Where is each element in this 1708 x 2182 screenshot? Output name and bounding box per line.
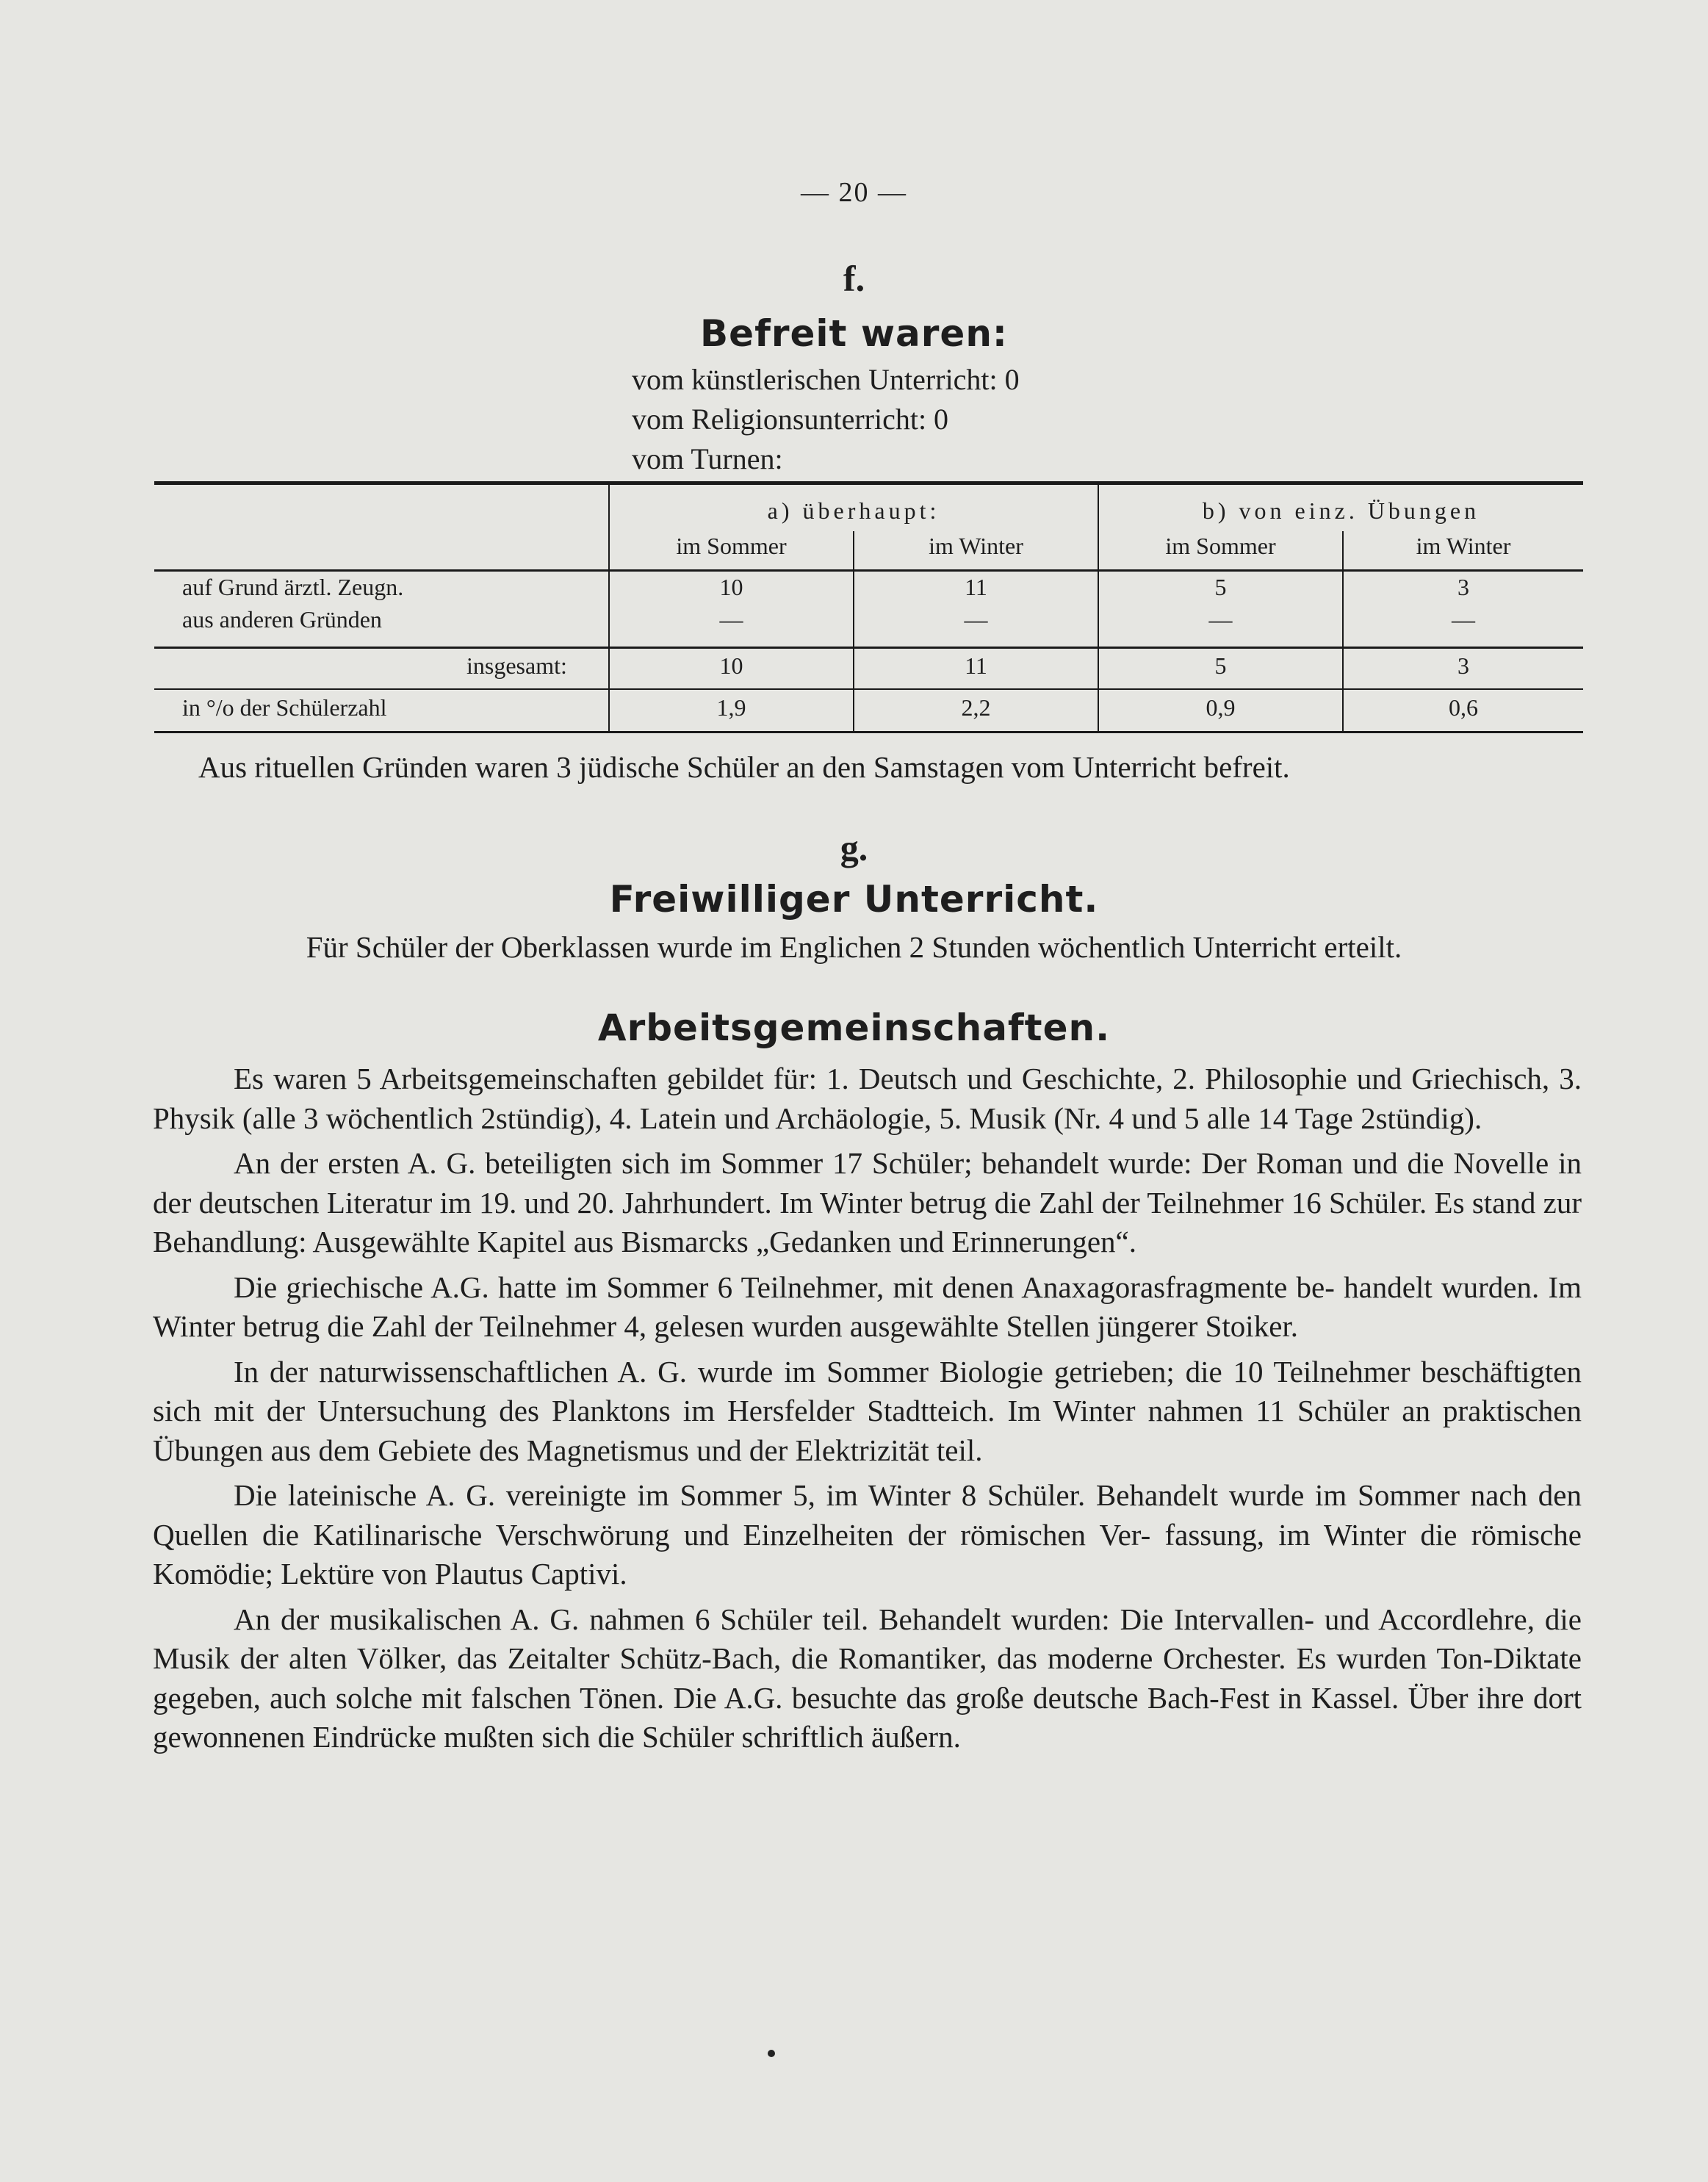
section-g-letter: g.	[840, 827, 868, 868]
exemption-lines	[632, 360, 1020, 479]
section-f-heading: Befreit waren:	[700, 312, 1008, 355]
ag-paragraph: Die griechische A.G. hatte im Sommer 6 Teilnehmer, mit denen Anaxagorasfragmente be- handelt wurden. Im Winter betrug die Zahl der Teilnehmer 4, gelesen wurden ausgewählte Stellen jüngerer Stoiker.	[153, 1270, 1582, 1343]
table-cell: —	[719, 606, 743, 633]
table-cell: 10	[719, 574, 743, 600]
ag-paragraph: Es waren 5 Arbeitsgemeinschaften gebildet für: 1. Deutsch und Geschichte, 2. Philosophie und Griechisch, 3. Physik (alle 3 wöchentlich 2stündig), 4. Latein und Archäologie, 5. Musik (Nr. 4 und 5 alle 14 Tage 2stündig).	[153, 1062, 1582, 1135]
ag-paragraph: In der naturwissenschaftlichen A. G. wurde im Sommer Biologie getrieben; die 10 Teilnehmer beschäftigten sich mit der Untersuchung des Planktons im Hersfelder Stadtteich. Im Winter nahmen 11 Schüler an praktischen Übungen aus dem Gebiete des Magnetismus und der Elektrizität teil.	[153, 1354, 1582, 1467]
table-cell: —	[964, 606, 988, 633]
row-label-total: insgesamt:	[466, 652, 567, 679]
section-g-heading: Freiwilliger Unterricht.	[609, 878, 1099, 921]
table-cell: 11	[965, 652, 987, 679]
table-cell: 1,9	[716, 694, 746, 721]
row-label: in °/o der Schülerzahl	[182, 694, 387, 721]
table-cell: 0,9	[1206, 694, 1236, 721]
exemption-table	[154, 481, 1583, 735]
ag-body	[153, 1059, 1582, 1763]
table-total-rule	[154, 647, 1583, 649]
subheader-b-winter: im Winter	[1416, 533, 1511, 559]
ag-paragraph: An der ersten A. G. beteiligten sich im Sommer 17 Schüler; behandelt wurde: Der Roman und die Novelle in der deutschen Literatur im 19. und 20. Jahrhundert. Im Winter betrug die Zahl der Teilnehmer 16 Schüler. Es stand zur Behandlung: Ausgewählte Kapitel aus Bismarcks „Gedanken und Erinnerungen“.	[153, 1146, 1582, 1259]
table-row-rule	[154, 688, 1583, 690]
ag-paragraph: Die lateinische A. G. vereinigte im Sommer 5, im Winter 8 Schüler. Behandelt wurde im Sommer nach den Quellen die Katilinarische Verschwörung und Einzelheiten der römischen Ver- fassung, im Winter die römische Komödie; Lektüre von Plautus Captivi.	[153, 1478, 1582, 1591]
exemption-line: vom Religionsunterricht: 0	[632, 403, 949, 436]
table-header-rule	[154, 569, 1583, 572]
table-cell: 0,6	[1449, 694, 1478, 721]
table-top-rule	[154, 481, 1583, 485]
table-cell: 5	[1214, 652, 1227, 679]
exemption-line: vom künstlerischen Unterricht: 0	[632, 363, 1020, 396]
row-label: aus anderen Gründen	[182, 606, 382, 633]
table-cell: 11	[965, 574, 987, 600]
ag-paragraph: An der musikalischen A. G. nahmen 6 Schüler teil. Behandelt wurden: Die Intervallen- und Accordlehre, die Musik der alten Völker, das Zeitalter Schütz-Bach, die Romantiker, das moderne Orchester. Es wurden Ton-Diktate gegeben, auch solche mit falschen Tönen. Die A.G. besuchte das große deutsche Bach-Fest in Kassel. Über ihre dort gewonnenen Eindrücke mußten sich die Schüler schriftlich äußern.	[153, 1602, 1582, 1754]
table-cell: 2,2	[961, 694, 991, 721]
table-cell: —	[1452, 606, 1475, 633]
table-cell: 10	[719, 652, 743, 679]
table-cell: 5	[1214, 574, 1227, 600]
ag-heading: Arbeitsgemeinschaften.	[597, 1007, 1111, 1049]
table-cell: 3	[1457, 652, 1469, 679]
table-cell: 3	[1457, 574, 1469, 600]
table-bottom-rule	[154, 731, 1583, 733]
ritual-note: Aus rituellen Gründen waren 3 jüdische Schüler an den Samstagen vom Unterricht befreit.	[198, 750, 1290, 784]
table-cell: —	[1208, 606, 1233, 633]
exemption-line: vom Turnen:	[632, 442, 783, 475]
row-label: auf Grund ärztl. Zeugn.	[182, 574, 404, 600]
subheader-a-winter: im Winter	[929, 533, 1023, 559]
page-dot	[768, 2050, 775, 2057]
header-group-b: b) von einz. Übungen	[1202, 497, 1480, 524]
subheader-a-summer: im Sommer	[676, 533, 787, 559]
page-number: — 20 —	[801, 177, 907, 208]
header-group-a: a) überhaupt:	[767, 497, 940, 524]
subheader-b-summer: im Sommer	[1165, 533, 1276, 559]
section-f-letter: f.	[843, 258, 865, 299]
section-g-text: Für Schüler der Oberklassen wurde im Englichen 2 Stunden wöchentlich Unterricht erteilt.	[306, 930, 1402, 964]
